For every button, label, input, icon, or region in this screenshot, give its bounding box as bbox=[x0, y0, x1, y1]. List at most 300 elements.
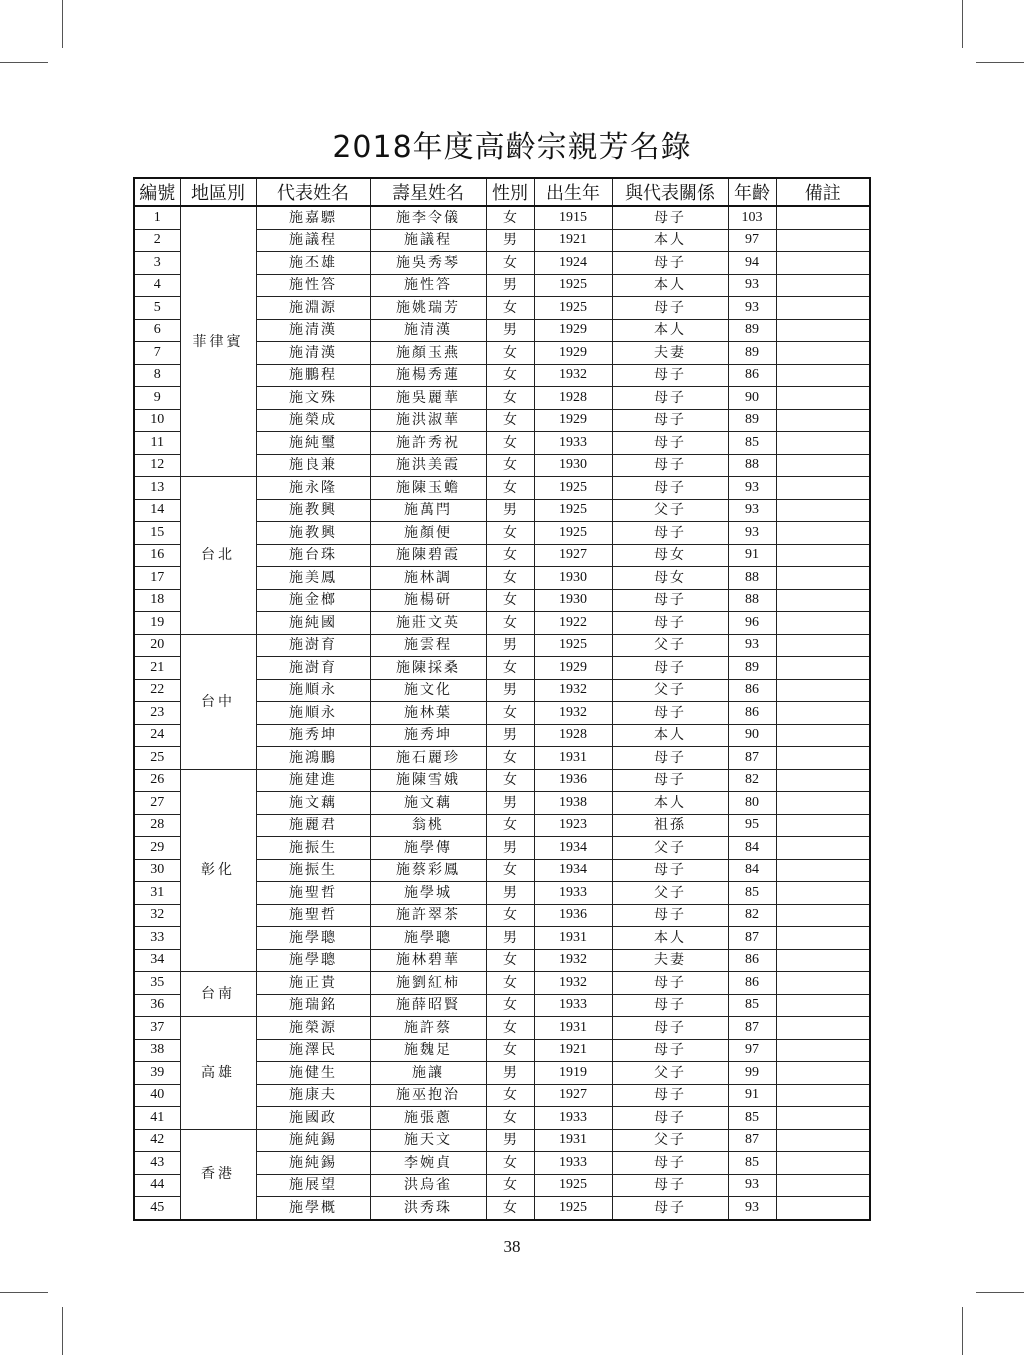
note-cell bbox=[776, 206, 870, 229]
elder-name: 施陳玉蟾 bbox=[370, 477, 486, 500]
row-number: 38 bbox=[134, 1039, 180, 1062]
birth-year: 1932 bbox=[534, 972, 612, 995]
birth-year: 1932 bbox=[534, 702, 612, 725]
birth-year: 1932 bbox=[534, 679, 612, 702]
table-row bbox=[134, 206, 870, 229]
note-cell bbox=[776, 252, 870, 275]
gender-cell: 男 bbox=[486, 499, 534, 522]
birth-year: 1938 bbox=[534, 792, 612, 815]
elder-name: 施清漢 bbox=[370, 319, 486, 342]
note-cell bbox=[776, 859, 870, 882]
table-row bbox=[134, 972, 870, 995]
elder-name: 施秀坤 bbox=[370, 724, 486, 747]
header-note: 備註 bbox=[776, 178, 870, 206]
table-body bbox=[134, 206, 870, 1220]
age-cell: 93 bbox=[728, 297, 776, 320]
note-cell bbox=[776, 409, 870, 432]
crop-mark bbox=[62, 1307, 63, 1355]
gender-cell: 女 bbox=[486, 364, 534, 387]
representative-name: 施文殊 bbox=[256, 387, 370, 410]
birth-year: 1925 bbox=[534, 1197, 612, 1220]
header-num: 編號 bbox=[134, 178, 180, 206]
age-cell: 80 bbox=[728, 792, 776, 815]
row-number: 6 bbox=[134, 319, 180, 342]
row-number: 35 bbox=[134, 972, 180, 995]
note-cell bbox=[776, 904, 870, 927]
age-cell: 85 bbox=[728, 432, 776, 455]
birth-year: 1932 bbox=[534, 364, 612, 387]
birth-year: 1924 bbox=[534, 252, 612, 275]
row-number: 30 bbox=[134, 859, 180, 882]
table-row bbox=[134, 1129, 870, 1152]
crop-mark bbox=[976, 62, 1024, 63]
representative-name: 施聖哲 bbox=[256, 882, 370, 905]
elder-name: 施學傳 bbox=[370, 837, 486, 860]
row-number: 20 bbox=[134, 634, 180, 657]
gender-cell: 女 bbox=[486, 994, 534, 1017]
birth-year: 1933 bbox=[534, 882, 612, 905]
relationship-cell: 父子 bbox=[612, 499, 728, 522]
row-number: 9 bbox=[134, 387, 180, 410]
note-cell bbox=[776, 1107, 870, 1130]
age-cell: 87 bbox=[728, 1129, 776, 1152]
age-cell: 95 bbox=[728, 814, 776, 837]
representative-name: 施議程 bbox=[256, 229, 370, 252]
header-elder: 壽星姓名 bbox=[370, 178, 486, 206]
relationship-cell: 母子 bbox=[612, 522, 728, 545]
relationship-cell: 夫妻 bbox=[612, 342, 728, 365]
age-cell: 85 bbox=[728, 994, 776, 1017]
row-number: 4 bbox=[134, 274, 180, 297]
row-number: 32 bbox=[134, 904, 180, 927]
gender-cell: 女 bbox=[486, 454, 534, 477]
birth-year: 1922 bbox=[534, 612, 612, 635]
relationship-cell: 母子 bbox=[612, 297, 728, 320]
birth-year: 1928 bbox=[534, 724, 612, 747]
region-cell: 彰化 bbox=[180, 769, 256, 972]
gender-cell: 男 bbox=[486, 837, 534, 860]
gender-cell: 男 bbox=[486, 927, 534, 950]
elder-name: 施天文 bbox=[370, 1129, 486, 1152]
relationship-cell: 母子 bbox=[612, 1017, 728, 1040]
gender-cell: 男 bbox=[486, 679, 534, 702]
row-number: 40 bbox=[134, 1084, 180, 1107]
row-number: 16 bbox=[134, 544, 180, 567]
row-number: 10 bbox=[134, 409, 180, 432]
relationship-cell: 本人 bbox=[612, 319, 728, 342]
birth-year: 1927 bbox=[534, 1084, 612, 1107]
birth-year: 1915 bbox=[534, 206, 612, 229]
header-age: 年齡 bbox=[728, 178, 776, 206]
relationship-cell: 母子 bbox=[612, 206, 728, 229]
note-cell bbox=[776, 612, 870, 635]
relationship-cell: 母女 bbox=[612, 544, 728, 567]
gender-cell: 女 bbox=[486, 387, 534, 410]
note-cell bbox=[776, 949, 870, 972]
note-cell bbox=[776, 1017, 870, 1040]
birth-year: 1929 bbox=[534, 342, 612, 365]
gender-cell: 女 bbox=[486, 342, 534, 365]
elder-name: 施陳採桑 bbox=[370, 657, 486, 680]
gender-cell: 女 bbox=[486, 567, 534, 590]
note-cell bbox=[776, 994, 870, 1017]
elder-name: 施萬閂 bbox=[370, 499, 486, 522]
age-cell: 93 bbox=[728, 477, 776, 500]
elder-name: 施林葉 bbox=[370, 702, 486, 725]
representative-name: 施教興 bbox=[256, 522, 370, 545]
age-cell: 85 bbox=[728, 1107, 776, 1130]
gender-cell: 男 bbox=[486, 1062, 534, 1085]
age-cell: 90 bbox=[728, 387, 776, 410]
gender-cell: 女 bbox=[486, 702, 534, 725]
row-number: 24 bbox=[134, 724, 180, 747]
birth-year: 1923 bbox=[534, 814, 612, 837]
birth-year: 1925 bbox=[534, 634, 612, 657]
row-number: 36 bbox=[134, 994, 180, 1017]
header-region: 地區別 bbox=[180, 178, 256, 206]
note-cell bbox=[776, 567, 870, 590]
relationship-cell: 父子 bbox=[612, 679, 728, 702]
crop-mark bbox=[962, 0, 963, 48]
note-cell bbox=[776, 319, 870, 342]
representative-name: 施淵源 bbox=[256, 297, 370, 320]
representative-name: 施金榔 bbox=[256, 589, 370, 612]
note-cell bbox=[776, 229, 870, 252]
age-cell: 96 bbox=[728, 612, 776, 635]
note-cell bbox=[776, 387, 870, 410]
gender-cell: 男 bbox=[486, 724, 534, 747]
row-number: 19 bbox=[134, 612, 180, 635]
elder-name: 施吳麗華 bbox=[370, 387, 486, 410]
representative-name: 施清漢 bbox=[256, 342, 370, 365]
region-cell: 高雄 bbox=[180, 1017, 256, 1130]
elder-name: 施陳碧霞 bbox=[370, 544, 486, 567]
note-cell bbox=[776, 1129, 870, 1152]
representative-name: 施鵬程 bbox=[256, 364, 370, 387]
row-number: 11 bbox=[134, 432, 180, 455]
birth-year: 1925 bbox=[534, 1174, 612, 1197]
elder-name: 施石麗珍 bbox=[370, 747, 486, 770]
row-number: 23 bbox=[134, 702, 180, 725]
representative-name: 施秀坤 bbox=[256, 724, 370, 747]
row-number: 1 bbox=[134, 206, 180, 229]
relationship-cell: 本人 bbox=[612, 927, 728, 950]
age-cell: 84 bbox=[728, 859, 776, 882]
elder-name: 施薛昭賢 bbox=[370, 994, 486, 1017]
note-cell bbox=[776, 1152, 870, 1175]
relationship-cell: 母子 bbox=[612, 387, 728, 410]
elder-name: 李婉貞 bbox=[370, 1152, 486, 1175]
gender-cell: 女 bbox=[486, 206, 534, 229]
age-cell: 97 bbox=[728, 1039, 776, 1062]
birth-year: 1927 bbox=[534, 544, 612, 567]
elder-name: 施李令儀 bbox=[370, 206, 486, 229]
relationship-cell: 父子 bbox=[612, 634, 728, 657]
elder-name: 施楊研 bbox=[370, 589, 486, 612]
gender-cell: 女 bbox=[486, 657, 534, 680]
birth-year: 1933 bbox=[534, 1107, 612, 1130]
relationship-cell: 母子 bbox=[612, 409, 728, 432]
gender-cell: 女 bbox=[486, 297, 534, 320]
age-cell: 97 bbox=[728, 229, 776, 252]
representative-name: 施台珠 bbox=[256, 544, 370, 567]
age-cell: 93 bbox=[728, 522, 776, 545]
elder-name: 施莊文英 bbox=[370, 612, 486, 635]
row-number: 45 bbox=[134, 1197, 180, 1220]
birth-year: 1932 bbox=[534, 949, 612, 972]
row-number: 14 bbox=[134, 499, 180, 522]
table-row bbox=[134, 477, 870, 500]
crop-mark bbox=[0, 1292, 48, 1293]
crop-mark bbox=[976, 1292, 1024, 1293]
note-cell bbox=[776, 792, 870, 815]
age-cell: 88 bbox=[728, 454, 776, 477]
representative-name: 施展望 bbox=[256, 1174, 370, 1197]
elders-roster-table bbox=[133, 177, 871, 1221]
relationship-cell: 母子 bbox=[612, 657, 728, 680]
page-number: 38 bbox=[503, 1237, 521, 1256]
elder-name: 施吳秀琴 bbox=[370, 252, 486, 275]
age-cell: 86 bbox=[728, 949, 776, 972]
elder-name: 施顏玉燕 bbox=[370, 342, 486, 365]
row-number: 3 bbox=[134, 252, 180, 275]
elder-name: 施文化 bbox=[370, 679, 486, 702]
birth-year: 1925 bbox=[534, 274, 612, 297]
representative-name: 施康夫 bbox=[256, 1084, 370, 1107]
gender-cell: 女 bbox=[486, 1197, 534, 1220]
note-cell bbox=[776, 747, 870, 770]
note-cell bbox=[776, 454, 870, 477]
relationship-cell: 母子 bbox=[612, 612, 728, 635]
representative-name: 施鴻鵬 bbox=[256, 747, 370, 770]
birth-year: 1934 bbox=[534, 837, 612, 860]
age-cell: 82 bbox=[728, 769, 776, 792]
gender-cell: 女 bbox=[486, 972, 534, 995]
age-cell: 93 bbox=[728, 634, 776, 657]
note-cell bbox=[776, 679, 870, 702]
gender-cell: 女 bbox=[486, 1174, 534, 1197]
birth-year: 1930 bbox=[534, 454, 612, 477]
table-row bbox=[134, 1017, 870, 1040]
elder-name: 施林調 bbox=[370, 567, 486, 590]
row-number: 28 bbox=[134, 814, 180, 837]
region-cell: 台中 bbox=[180, 634, 256, 769]
elder-name: 施陳雪娥 bbox=[370, 769, 486, 792]
row-number: 8 bbox=[134, 364, 180, 387]
row-number: 5 bbox=[134, 297, 180, 320]
note-cell bbox=[776, 1174, 870, 1197]
birth-year: 1928 bbox=[534, 387, 612, 410]
gender-cell: 女 bbox=[486, 747, 534, 770]
representative-name: 施正貴 bbox=[256, 972, 370, 995]
note-cell bbox=[776, 927, 870, 950]
note-cell bbox=[776, 499, 870, 522]
relationship-cell: 母女 bbox=[612, 567, 728, 590]
gender-cell: 男 bbox=[486, 634, 534, 657]
gender-cell: 女 bbox=[486, 432, 534, 455]
gender-cell: 女 bbox=[486, 477, 534, 500]
gender-cell: 男 bbox=[486, 792, 534, 815]
gender-cell: 女 bbox=[486, 409, 534, 432]
header-gender: 性別 bbox=[486, 178, 534, 206]
elder-name: 施魏足 bbox=[370, 1039, 486, 1062]
row-number: 33 bbox=[134, 927, 180, 950]
gender-cell: 男 bbox=[486, 229, 534, 252]
relationship-cell: 本人 bbox=[612, 792, 728, 815]
representative-name: 施澍育 bbox=[256, 634, 370, 657]
gender-cell: 女 bbox=[486, 612, 534, 635]
gender-cell: 女 bbox=[486, 252, 534, 275]
representative-name: 施順永 bbox=[256, 679, 370, 702]
note-cell bbox=[776, 657, 870, 680]
age-cell: 103 bbox=[728, 206, 776, 229]
note-cell bbox=[776, 882, 870, 905]
elder-name: 施性答 bbox=[370, 274, 486, 297]
row-number: 41 bbox=[134, 1107, 180, 1130]
birth-year: 1925 bbox=[534, 477, 612, 500]
relationship-cell: 母子 bbox=[612, 1084, 728, 1107]
relationship-cell: 母子 bbox=[612, 702, 728, 725]
representative-name: 施瑞銘 bbox=[256, 994, 370, 1017]
birth-year: 1933 bbox=[534, 994, 612, 1017]
representative-name: 施榮源 bbox=[256, 1017, 370, 1040]
note-cell bbox=[776, 634, 870, 657]
representative-name: 施榮成 bbox=[256, 409, 370, 432]
birth-year: 1929 bbox=[534, 409, 612, 432]
note-cell bbox=[776, 522, 870, 545]
representative-name: 施永隆 bbox=[256, 477, 370, 500]
age-cell: 90 bbox=[728, 724, 776, 747]
birth-year: 1925 bbox=[534, 297, 612, 320]
note-cell bbox=[776, 589, 870, 612]
representative-name: 施教興 bbox=[256, 499, 370, 522]
elder-name: 施讓 bbox=[370, 1062, 486, 1085]
elder-name: 施許蔡 bbox=[370, 1017, 486, 1040]
row-number: 15 bbox=[134, 522, 180, 545]
gender-cell: 女 bbox=[486, 859, 534, 882]
age-cell: 93 bbox=[728, 1174, 776, 1197]
relationship-cell: 父子 bbox=[612, 837, 728, 860]
birth-year: 1921 bbox=[534, 1039, 612, 1062]
gender-cell: 女 bbox=[486, 1107, 534, 1130]
elder-name: 洪烏雀 bbox=[370, 1174, 486, 1197]
representative-name: 施建進 bbox=[256, 769, 370, 792]
relationship-cell: 母子 bbox=[612, 747, 728, 770]
row-number: 12 bbox=[134, 454, 180, 477]
elder-name: 施林碧華 bbox=[370, 949, 486, 972]
relationship-cell: 母子 bbox=[612, 589, 728, 612]
elder-name: 翁桃 bbox=[370, 814, 486, 837]
representative-name: 施純國 bbox=[256, 612, 370, 635]
note-cell bbox=[776, 769, 870, 792]
elder-name: 施洪淑華 bbox=[370, 409, 486, 432]
relationship-cell: 母子 bbox=[612, 477, 728, 500]
row-number: 17 bbox=[134, 567, 180, 590]
row-number: 2 bbox=[134, 229, 180, 252]
row-number: 26 bbox=[134, 769, 180, 792]
relationship-cell: 本人 bbox=[612, 274, 728, 297]
crop-mark bbox=[962, 1307, 963, 1355]
elder-name: 施雲程 bbox=[370, 634, 486, 657]
age-cell: 87 bbox=[728, 927, 776, 950]
note-cell bbox=[776, 364, 870, 387]
gender-cell: 女 bbox=[486, 1039, 534, 1062]
note-cell bbox=[776, 342, 870, 365]
row-number: 44 bbox=[134, 1174, 180, 1197]
representative-name: 施聖哲 bbox=[256, 904, 370, 927]
header-rep: 代表姓名 bbox=[256, 178, 370, 206]
row-number: 31 bbox=[134, 882, 180, 905]
age-cell: 86 bbox=[728, 972, 776, 995]
note-cell bbox=[776, 972, 870, 995]
gender-cell: 女 bbox=[486, 1017, 534, 1040]
elder-name: 施許秀祝 bbox=[370, 432, 486, 455]
elder-name: 施學聰 bbox=[370, 927, 486, 950]
relationship-cell: 本人 bbox=[612, 724, 728, 747]
row-number: 22 bbox=[134, 679, 180, 702]
representative-name: 施澤民 bbox=[256, 1039, 370, 1062]
age-cell: 91 bbox=[728, 1084, 776, 1107]
region-cell: 菲律賓 bbox=[180, 206, 256, 477]
age-cell: 93 bbox=[728, 274, 776, 297]
age-cell: 89 bbox=[728, 409, 776, 432]
age-cell: 88 bbox=[728, 567, 776, 590]
page-title: 2018年度高齡宗親芳名錄 bbox=[332, 130, 692, 165]
elder-name: 施張蔥 bbox=[370, 1107, 486, 1130]
representative-name: 施澍育 bbox=[256, 657, 370, 680]
gender-cell: 女 bbox=[486, 949, 534, 972]
representative-name: 施美鳳 bbox=[256, 567, 370, 590]
row-number: 25 bbox=[134, 747, 180, 770]
elder-name: 施洪美霞 bbox=[370, 454, 486, 477]
representative-name: 施良兼 bbox=[256, 454, 370, 477]
age-cell: 86 bbox=[728, 679, 776, 702]
gender-cell: 男 bbox=[486, 274, 534, 297]
age-cell: 87 bbox=[728, 747, 776, 770]
elder-name: 施巫抱治 bbox=[370, 1084, 486, 1107]
gender-cell: 女 bbox=[486, 522, 534, 545]
birth-year: 1931 bbox=[534, 1017, 612, 1040]
row-number: 42 bbox=[134, 1129, 180, 1152]
representative-name: 施學聰 bbox=[256, 927, 370, 950]
row-number: 29 bbox=[134, 837, 180, 860]
crop-mark bbox=[0, 62, 48, 63]
relationship-cell: 母子 bbox=[612, 1197, 728, 1220]
note-cell bbox=[776, 1039, 870, 1062]
region-cell: 台南 bbox=[180, 972, 256, 1017]
relationship-cell: 父子 bbox=[612, 1129, 728, 1152]
birth-year: 1931 bbox=[534, 1129, 612, 1152]
gender-cell: 女 bbox=[486, 904, 534, 927]
representative-name: 施健生 bbox=[256, 1062, 370, 1085]
birth-year: 1934 bbox=[534, 859, 612, 882]
age-cell: 88 bbox=[728, 589, 776, 612]
row-number: 34 bbox=[134, 949, 180, 972]
representative-name: 施純璽 bbox=[256, 432, 370, 455]
note-cell bbox=[776, 1084, 870, 1107]
gender-cell: 女 bbox=[486, 1152, 534, 1175]
note-cell bbox=[776, 814, 870, 837]
table-header-row bbox=[134, 178, 870, 206]
age-cell: 87 bbox=[728, 1017, 776, 1040]
representative-name: 施嘉驃 bbox=[256, 206, 370, 229]
gender-cell: 女 bbox=[486, 544, 534, 567]
note-cell bbox=[776, 702, 870, 725]
representative-name: 施國政 bbox=[256, 1107, 370, 1130]
row-number: 27 bbox=[134, 792, 180, 815]
relationship-cell: 母子 bbox=[612, 1107, 728, 1130]
birth-year: 1931 bbox=[534, 927, 612, 950]
